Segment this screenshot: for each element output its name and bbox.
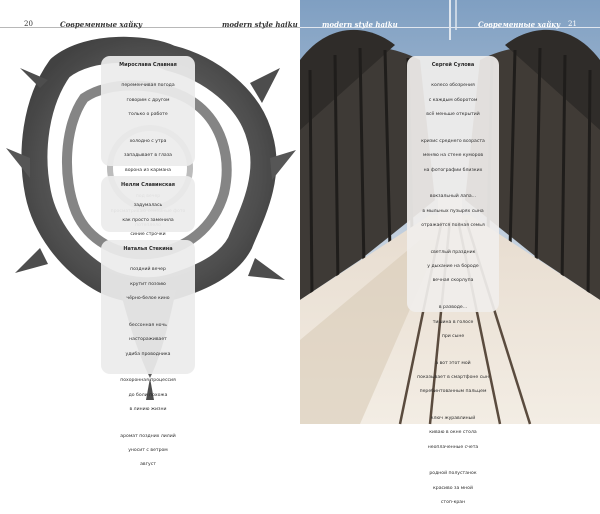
haiku-line: с каждым оборотом [428,97,478,103]
haiku-line: кризис среднего возраста [421,138,485,144]
left-running-head [0,0,300,28]
haiku-stanza [101,315,195,365]
haiku-stanza [407,241,499,291]
haiku-line: у дыхание на бороде [427,264,479,270]
left-page-number: 20 [24,20,33,28]
haiku-line: холодно с утра [129,138,167,144]
author-card-1 [101,56,195,173]
haiku-line: ворона из кармана [124,167,172,173]
haiku-line: ключ журавлиный [430,415,476,421]
haiku-line: отражается полная семья [421,223,485,229]
left-section-title: Современные хайку [60,20,143,29]
author-card-4 [407,56,499,506]
haiku-line: уносит с ветром [128,448,168,454]
haiku-stanza [407,408,499,458]
haiku-line: всё меньше открытий [426,112,480,118]
haiku-line: киваю в окне стола [429,430,477,436]
haiku-stanza [101,75,195,125]
haiku-stanza [101,425,195,475]
haiku-line: в мыльных пузырях сына [422,208,484,214]
haiku-line: только о работе [128,112,168,118]
haiku-line: настораживает [129,337,167,343]
haiku-stanza [407,352,499,402]
haiku-line: вокзальный лапа... [429,194,477,200]
author-name: Сергей Сулова [431,62,475,68]
haiku-line: красиво за мной [433,485,473,491]
haiku-line: август [140,462,156,468]
haiku-line: крутит поэзию [130,281,166,287]
author-card-2 [101,176,195,238]
haiku-line: похоронная процессия [120,378,176,384]
right-running-head [300,0,600,28]
haiku-stanza [101,259,195,309]
haiku-stanza [407,297,499,347]
haiku-line: синие строчки [130,232,166,238]
haiku-line: до боли похожа [128,392,168,398]
haiku-line: тишина в голосе [432,319,474,325]
haiku-line: удиба проводника [125,351,171,357]
haiku-line: переменчивая погода [121,83,175,89]
haiku-line: а вот этот мой [435,360,471,366]
author-name: Наталья Стекина [123,246,173,252]
haiku-line: на фотографии близких [423,167,483,173]
haiku-line: как просто заменила [122,217,174,223]
haiku-line: стоп-кран [440,500,466,506]
haiku-line: перебинтованным пальцем [419,389,487,395]
author-card-3 [101,240,195,468]
haiku-line: западывает в глаза [124,153,172,159]
haiku-line: меняю на стене куморов [422,153,484,159]
author-name: Мирослава Славная [119,62,177,68]
haiku-line: в разводе... [438,305,468,311]
haiku-stanza [407,186,499,236]
haiku-line: чёрно-белое кино [126,296,170,302]
haiku-line: бессонная ночь [129,322,167,328]
haiku-stanza [101,131,195,181]
haiku-line: неоплаченные счета [427,444,479,450]
haiku-stanza [407,131,499,181]
haiku-line: вечная скорлупа [432,278,474,284]
right-journal-title: modern style haiku [322,20,398,29]
right-section-title: Современные хайку [478,20,561,29]
haiku-line: аромат поздних лилий [120,433,176,439]
haiku-line: колесо обозрения [431,83,475,89]
haiku-line: родной полустанок [429,471,477,477]
haiku-line: задумалась [133,203,163,209]
author-name: Нелли Славинская [121,182,175,188]
haiku-line: светлый праздник [430,249,476,255]
left-page [0,0,300,468]
haiku-line: поздний вечер [130,267,166,273]
right-page-number: 21 [568,20,577,28]
haiku-stanza [101,370,195,420]
haiku-line: при сыне [441,333,465,339]
haiku-line: показывает в смартфоне сын [417,374,489,380]
haiku-stanza [407,463,499,513]
haiku-line: в линию жизни [129,407,167,413]
haiku-stanza [101,195,195,245]
haiku-line: говорим с другом [126,97,170,103]
right-page [300,0,600,506]
left-journal-title: modern style haiku [222,20,298,29]
haiku-stanza [407,75,499,125]
